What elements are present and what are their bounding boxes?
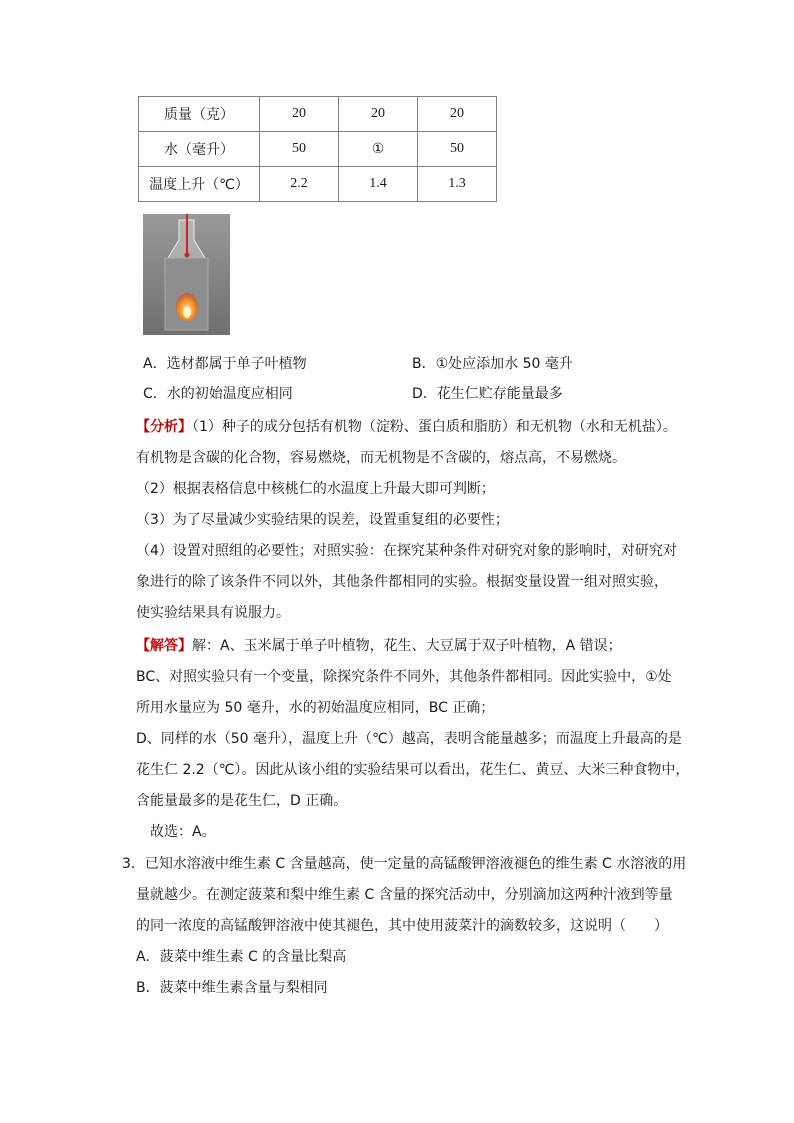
experiment-table	[138, 96, 497, 202]
analysis-line-4: （3）为了尽量减少实验结果的误差，设置重复组的必要性；	[136, 512, 509, 528]
table-cell: 20	[418, 97, 497, 132]
table-cell: 1.3	[418, 167, 497, 202]
answer-line-3: 所用水量应为 50 毫升，水的初始温度应相同，BC 正确；	[136, 700, 495, 716]
table-cell: 50	[418, 132, 497, 167]
row-label: 温度上升（℃）	[139, 167, 260, 202]
analysis-line-3: （2）根据表格信息中核桃仁的水温度上升最大即可判断；	[136, 481, 495, 497]
analysis-tag: 【分析】	[136, 419, 192, 435]
table-cell: 2.2	[260, 167, 339, 202]
experiment-photo	[143, 214, 230, 335]
table-cell: 1.4	[339, 167, 418, 202]
answer-line-4: D、同样的水（50 毫升），温度上升（℃）越高，表明含能量越多；而温度上升最高的是	[136, 731, 682, 747]
analysis-line-2: 有机物是含碳的化合物，容易燃烧，而无机物是不含碳的，熔点高，不易燃烧。	[136, 450, 626, 466]
answer-line-7: 故选：A。	[150, 824, 216, 840]
table-row	[139, 132, 497, 167]
question-3-line-2: 量就越少。在测定菠菜和梨中维生素 C 含量的探究活动中，分别滴加这两种汁液到等量	[136, 887, 673, 903]
analysis-line-6: 象进行的除了该条件不同以外，其他条件都相同的实验。根据变量设置一组对照实验，	[136, 574, 668, 590]
analysis-line-7: 使实验结果具有说服力。	[136, 605, 290, 621]
analysis-line-1	[136, 417, 677, 437]
table-cell: 20	[260, 97, 339, 132]
table-cell: 20	[339, 97, 418, 132]
answer-line-1	[136, 636, 622, 656]
analysis-text: （1）种子的成分包括有机物（淀粉、蛋白质和脂肪）和无机物（水和无机盐）。	[192, 419, 677, 435]
answer-tag: 【解答】	[136, 638, 192, 654]
question-3-line-1: 3．已知水溶液中维生素 C 含量越高，使一定量的高锰酸钾溶液褪色的维生素 C 水溶液的用	[122, 856, 687, 872]
question-3-line-3: 的同一浓度的高锰酸钾溶液中使其褪色，其中使用菠菜汁的滴数较多，这说明（ ）	[136, 918, 668, 934]
option-c: C．水的初始温度应相同	[143, 386, 293, 402]
analysis-line-5: （4）设置对照组的必要性；对照实验：在探究某种条件对研究对象的影响时，对研究对	[136, 543, 677, 559]
answer-text: 解：A、玉米属于单子叶植物，花生、大豆属于双子叶植物，A 错误；	[192, 638, 622, 654]
table-row	[139, 167, 497, 202]
table-cell: 50	[260, 132, 339, 167]
option-d: D．花生仁贮存能量最多	[412, 386, 563, 402]
option-b: B．①处应添加水 50 毫升	[412, 356, 573, 372]
answer-line-5: 花生仁 2.2（℃）。因此从该小组的实验结果可以看出，花生仁、黄豆、大米三种食物中，	[136, 762, 690, 778]
table-row	[139, 97, 497, 132]
option-a: A．选材都属于单子叶植物	[143, 356, 307, 372]
row-label: 水（毫升）	[139, 132, 260, 167]
flask-burning-image	[143, 214, 230, 335]
answer-line-2: BC、对照实验只有一个变量，除探究条件不同外，其他条件都相同。因此实验中，①处	[136, 669, 672, 685]
table-cell: ①	[339, 132, 418, 167]
question-3-option-b: B．菠菜中维生素含量与梨相同	[136, 980, 328, 996]
answer-line-6: 含能量最多的是花生仁，D 正确。	[136, 793, 348, 809]
question-3-option-a: A．菠菜中维生素 C 的含量比梨高	[136, 949, 347, 965]
row-label: 质量（克）	[139, 97, 260, 132]
